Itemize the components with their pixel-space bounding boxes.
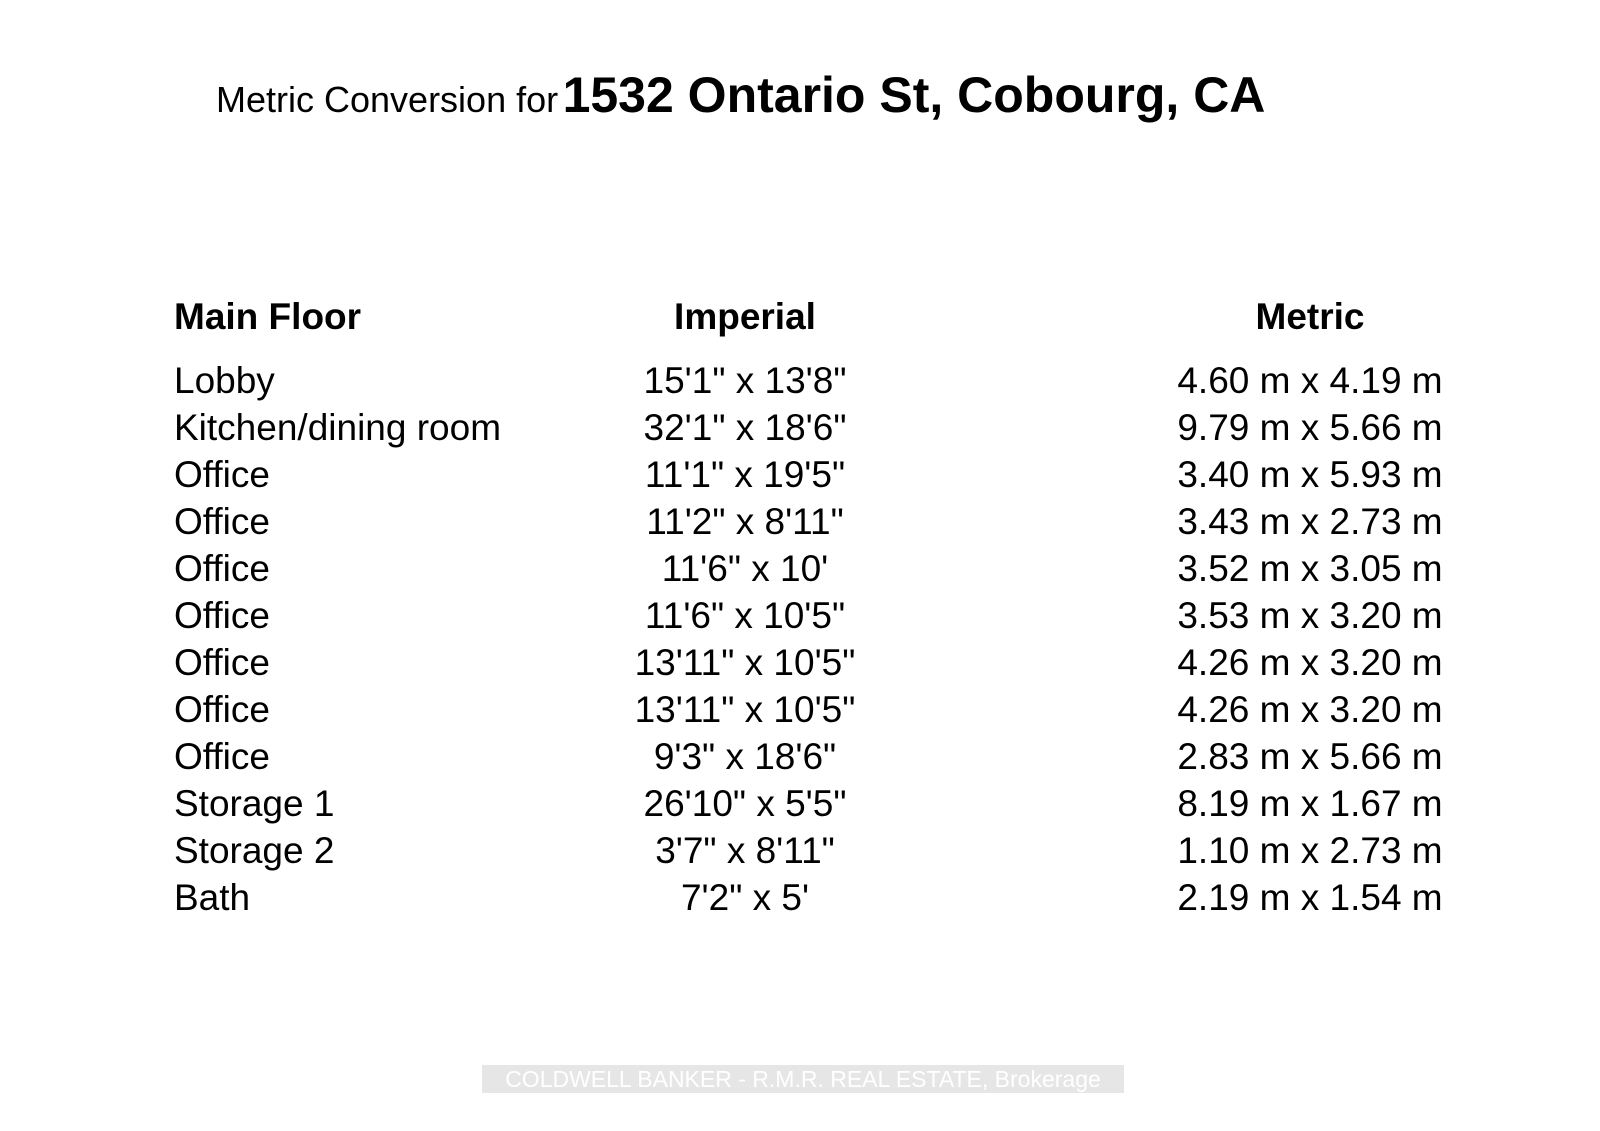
- room-name: Bath: [174, 877, 251, 918]
- room-name: Office: [174, 736, 270, 777]
- table-row: [0, 409, 1600, 455]
- imperial-dimensions: 9'3" x 18'6": [653, 736, 837, 777]
- table-row: [0, 691, 1600, 737]
- metric-dimensions: 2.19 m x 1.54 m: [1177, 877, 1443, 918]
- table-row: [0, 456, 1600, 502]
- metric-dimensions: 3.40 m x 5.93 m: [1177, 454, 1443, 495]
- metric-dimensions: 8.19 m x 1.67 m: [1177, 783, 1443, 824]
- imperial-dimensions: 11'6" x 10'5": [644, 595, 846, 636]
- room-name: Office: [174, 454, 270, 495]
- room-name: Office: [174, 548, 270, 589]
- brokerage-watermark: COLDWELL BANKER - R.M.R. REAL ESTATE, Brokerage: [482, 1065, 1124, 1093]
- imperial-dimensions: 13'11" x 10'5": [634, 689, 856, 730]
- table-row: [0, 832, 1600, 878]
- metric-dimensions: 4.26 m x 3.20 m: [1177, 642, 1443, 683]
- room-name: Office: [174, 501, 270, 542]
- imperial-dimensions: 7'2" x 5': [680, 877, 810, 918]
- header-metric: Metric: [1255, 296, 1365, 337]
- table-row: [0, 879, 1600, 925]
- imperial-dimensions: 11'1" x 19'5": [644, 454, 846, 495]
- title-prefix: Metric Conversion for: [216, 79, 559, 120]
- room-name: Office: [174, 689, 270, 730]
- header-imperial: Imperial: [674, 296, 816, 337]
- table-row: [0, 644, 1600, 690]
- metric-dimensions: 3.43 m x 2.73 m: [1177, 501, 1443, 542]
- metric-dimensions: 3.52 m x 3.05 m: [1177, 548, 1443, 589]
- header-main-floor: Main Floor: [174, 296, 362, 337]
- metric-dimensions: 9.79 m x 5.66 m: [1177, 407, 1443, 448]
- room-name: Office: [174, 595, 270, 636]
- room-name: Storage 1: [174, 783, 335, 824]
- imperial-dimensions: 11'6" x 10': [661, 548, 829, 589]
- table-row: [0, 738, 1600, 784]
- room-name: Storage 2: [174, 830, 335, 871]
- imperial-dimensions: 3'7" x 8'11": [655, 830, 835, 871]
- page-title: [216, 67, 1266, 123]
- room-name: Kitchen/dining room: [174, 407, 502, 448]
- metric-dimensions: 4.26 m x 3.20 m: [1177, 689, 1443, 730]
- table-row: [0, 597, 1600, 643]
- property-address: 1532 Ontario St, Cobourg, CA: [562, 67, 1266, 123]
- table-row: [0, 550, 1600, 596]
- metric-dimensions: 3.53 m x 3.20 m: [1177, 595, 1443, 636]
- metric-dimensions: 2.83 m x 5.66 m: [1177, 736, 1443, 777]
- metric-dimensions: 1.10 m x 2.73 m: [1177, 830, 1443, 871]
- table-row: [0, 362, 1600, 408]
- imperial-dimensions: 13'11" x 10'5": [634, 642, 856, 683]
- imperial-dimensions: 26'10" x 5'5": [643, 783, 847, 824]
- imperial-dimensions: 11'2" x 8'11": [646, 501, 844, 542]
- table-row: [0, 785, 1600, 831]
- metric-dimensions: 4.60 m x 4.19 m: [1177, 360, 1443, 401]
- room-name: Office: [174, 642, 270, 683]
- imperial-dimensions: 32'1" x 18'6": [643, 407, 847, 448]
- table-row: [0, 503, 1600, 549]
- imperial-dimensions: 15'1" x 13'8": [643, 360, 847, 401]
- room-name: Lobby: [174, 360, 275, 401]
